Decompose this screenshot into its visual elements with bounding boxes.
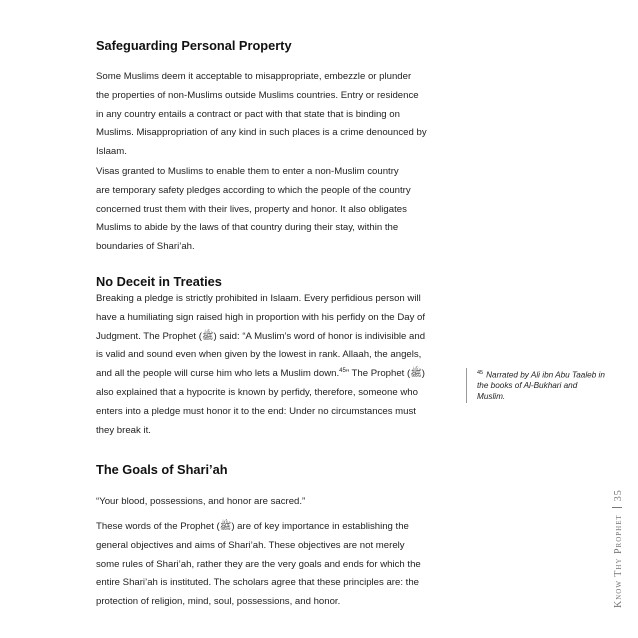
page-number: 35 [613, 489, 624, 502]
text-line: some rules of Shari’ah, rather they are the very goals and ends for which the [96, 558, 421, 570]
text-line: are temporary safety pledges according to which the people of the country [96, 184, 411, 196]
text-line: Breaking a pledge is strictly prohibited in Islaam. Every perfidious person will [96, 293, 421, 304]
text-line: boundaries of Shari’ah. [96, 241, 195, 253]
paragraph-misappropriation [96, 68, 466, 162]
paragraph-visas [96, 163, 466, 257]
running-header [612, 489, 624, 608]
text-line: Visas granted to Muslims to enable them to enter a non-Muslim country [96, 166, 399, 177]
text-line: general objectives and aims of Shari’ah. These objectives are not merely [96, 539, 405, 551]
footnote-number: 45 [477, 370, 484, 376]
section-heading-safeguarding: Safeguarding Personal Property [96, 38, 292, 53]
quote-paragraph [96, 493, 466, 512]
text-line: have a humiliating sign raised high in proportion with his perfidy on the Day of [96, 311, 426, 323]
text-line: the properties of non-Muslims outside Muslims countries. Entry or residence [96, 89, 419, 101]
text-fragment: ” The Prophet (ﷺ) [345, 368, 425, 380]
sidenote-footnote [466, 368, 605, 403]
text-line: is valid and sound even when given by the lowest in rank. Allaah, the angels, [96, 349, 422, 361]
text-line: These words of the Prophet (ﷺ) are of key importance in establishing the [96, 521, 409, 532]
section-heading-goals: The Goals of Shari’ah [96, 462, 228, 477]
paragraph-goals [96, 518, 466, 612]
text-line: protection of religion, mind, soul, possessions, and honor. [96, 596, 341, 608]
section-heading-no-deceit: No Deceit in Treaties [96, 274, 222, 289]
text-line [96, 365, 466, 384]
text-line: Islaam. [96, 146, 127, 158]
footnote-text: Narrated by Ali ibn Abu Taaleb in the books of Al-Bukhari and Muslim. [477, 370, 605, 401]
text-fragment: and all the people will curse him who lets a Muslim down. [96, 368, 340, 380]
text-line: Judgment. The Prophet (ﷺ) said: “A Muslim’s word of honor is indivisible and [96, 330, 426, 342]
paragraph-treaties [96, 290, 466, 440]
footnote-reference: 45 [339, 368, 346, 374]
text-line: they break it. [96, 424, 151, 436]
text-line: enters into a pledge must honor it to the end: Under no circumstances must [96, 405, 416, 417]
text-line: concerned trust them with their lives, property and honor. It also obligates [96, 203, 407, 215]
book-title: Know Thy Prophet [613, 514, 624, 608]
text-line: also explained that a hypocrite is known by perfidy, therefore, someone who [96, 386, 418, 398]
text-line: Some Muslims deem it acceptable to misappropriate, embezzle or plunder [96, 71, 412, 82]
text-line: Muslims. Misappropriation of any kind in such places is a crime denounced by [96, 127, 427, 139]
text-line: in any country entails a contract or pact with that state that is binding on [96, 108, 400, 120]
quote-text: “Your blood, possessions, and honor are sacred.” [96, 496, 306, 507]
separator-divider [612, 507, 622, 508]
text-line: Muslims to abide by the laws of that country during their stay, within the [96, 222, 399, 234]
text-line: entire Shari’ah is instituted. The scholars agree that these principles are: the [96, 577, 419, 589]
